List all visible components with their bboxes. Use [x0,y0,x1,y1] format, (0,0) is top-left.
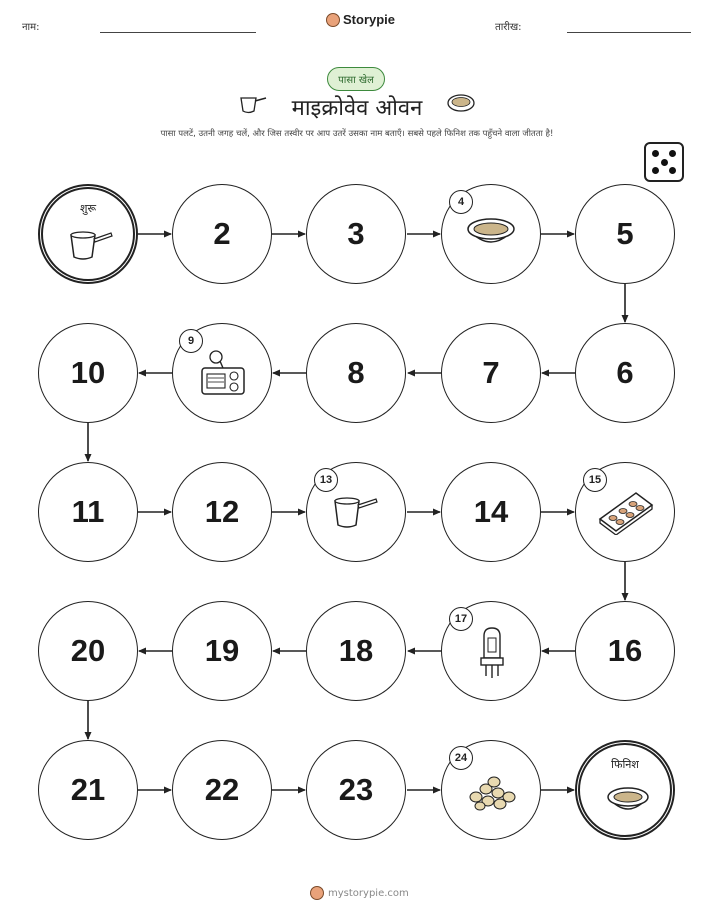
board-cell-21[interactable] [38,740,138,840]
board-cell-12[interactable] [172,462,272,562]
instructions: पासा पलटें, उतनी जगह चलें, और जिस तस्वीर पर आप उतरें उसका नाम बताएँ। सबसे पहले फिनिश तक पहुँचने वाला जीतता है! [160,129,554,139]
board-cell-16[interactable] [575,601,675,701]
footer-url[interactable]: mystorypie.com [328,887,409,899]
board-cell-2[interactable] [172,184,272,284]
cell-badge-4: 4 [449,190,473,214]
storypie-logo-icon [310,886,324,900]
bowl-icon [605,785,651,819]
cell-badge-13: 13 [314,468,338,492]
board-cell-6[interactable] [575,323,675,423]
board-cell-23[interactable] [306,740,406,840]
cell-badge-9: 9 [179,329,203,353]
cell-number: 5 [616,216,634,251]
cell-number: 22 [204,772,240,807]
board-cell-18[interactable] [306,601,406,701]
cell-number: 20 [70,633,106,668]
board-cell-11[interactable] [38,462,138,562]
cell-number: 21 [70,772,106,807]
board-cell-20[interactable] [38,601,138,701]
date-label: तारीख: [495,22,522,33]
cell-number: 14 [473,494,509,529]
start-label: शुरू [79,202,97,215]
cell-number: 10 [70,355,106,390]
cell-badge-17: 17 [449,607,473,631]
ice-tray-icon [596,489,656,535]
name-label: नाम: [22,22,40,33]
page-title: माइक्रोवेव ओवन [291,96,423,121]
magnetron-tube-icon [478,626,506,680]
measuring-cup-icon [331,493,381,531]
finish-label: फिनिश [611,758,639,771]
game-type-tag: पासा खेल [327,67,385,91]
cell-number: 3 [347,216,365,251]
cell-number: 6 [616,355,634,390]
cell-badge-15: 15 [583,468,607,492]
cell-number: 18 [338,633,374,668]
board-cell-22[interactable] [172,740,272,840]
cell-number: 2 [213,216,231,251]
cell-number: 23 [338,772,374,807]
popcorn-icon [466,771,518,811]
board-cell-7[interactable] [441,323,541,423]
board-cell-8[interactable] [306,323,406,423]
board-cell-finish[interactable] [575,740,675,840]
board-cell-14[interactable] [441,462,541,562]
footer [310,886,409,900]
board-cell-5[interactable] [575,184,675,284]
brand-name: Storypie [343,12,396,27]
board-cell-10[interactable] [38,323,138,423]
cell-number: 12 [204,494,240,529]
bowl-icon [464,215,518,253]
cell-badge-24: 24 [449,746,473,770]
radio-icon [198,348,248,400]
cell-number: 8 [347,355,365,390]
measuring-cup-icon [67,227,115,263]
cell-number: 19 [204,633,240,668]
board-cell-3[interactable] [306,184,406,284]
board-cell-19[interactable] [172,601,272,701]
board-cell-start[interactable] [38,184,138,284]
cell-number: 11 [71,494,105,529]
cell-number: 16 [607,633,643,668]
cell-number: 7 [482,355,500,390]
